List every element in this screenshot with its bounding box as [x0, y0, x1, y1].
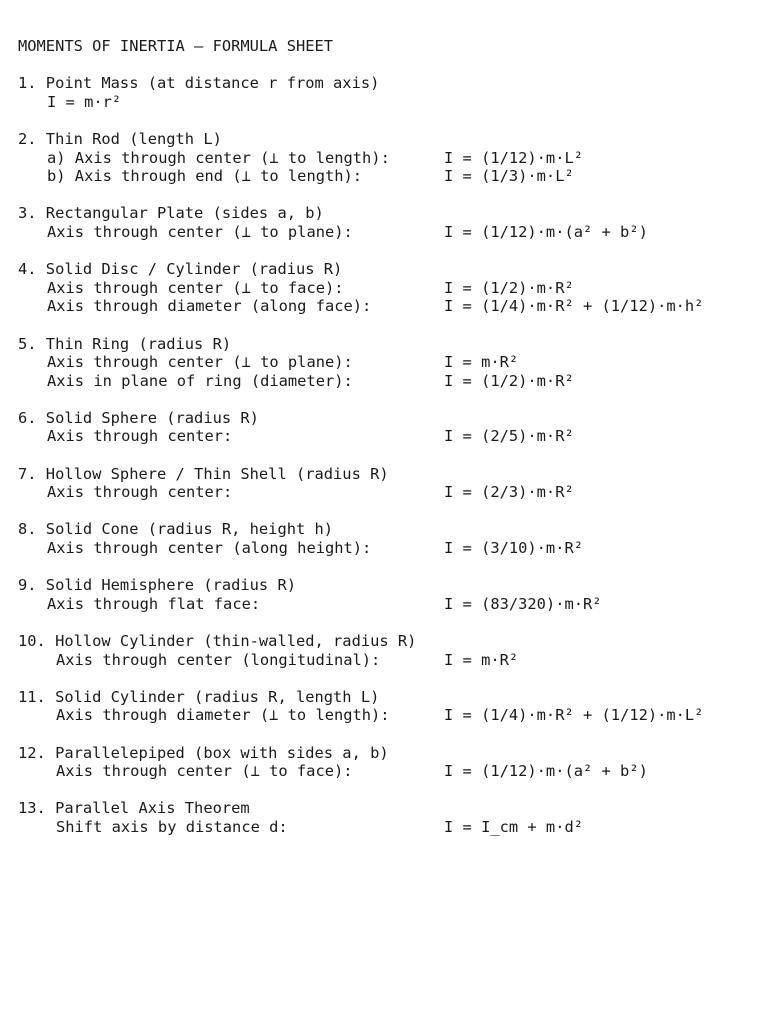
formula-section: [18, 409, 758, 465]
axis-description: Axis through flat face:: [47, 594, 261, 613]
formula-section: [18, 74, 758, 130]
section-heading: 3. Rectangular Plate (sides a, b): [18, 204, 324, 223]
section-heading: 2. Thin Rod (length L): [18, 129, 222, 148]
spacer: [18, 725, 758, 744]
axis-description: I = m·r²: [47, 92, 122, 111]
formula-section: [18, 688, 758, 744]
section-heading: 10. Hollow Cylinder (thin-walled, radius R): [18, 632, 417, 650]
formula-row: [18, 818, 758, 837]
formula-row: [18, 353, 758, 372]
formula-row: [18, 167, 758, 186]
formula-row: [18, 595, 758, 614]
spacer: [18, 613, 758, 632]
formula-sheet: [18, 37, 758, 837]
spacer: [18, 390, 758, 409]
formula-row: [18, 762, 758, 781]
formula-row: [18, 706, 758, 725]
formula-expression: I = (1/4)·m·R² + (1/12)·m·h²: [444, 297, 704, 316]
spacer: [18, 56, 758, 75]
formula-row: [18, 279, 758, 298]
axis-description: Axis through center (⊥ to plane):: [47, 353, 353, 372]
section-heading: 8. Solid Cone (radius R, height h): [18, 520, 334, 539]
formula-section: [18, 799, 758, 836]
formula-section: [18, 335, 758, 409]
axis-description: Axis through center (⊥ to face):: [56, 762, 353, 781]
spacer: [18, 502, 758, 521]
formula-section: [18, 465, 758, 521]
formula-section: [18, 204, 758, 260]
axis-description: Axis through center (⊥ to plane):: [47, 222, 353, 241]
formula-expression: I = I_cm + m·d²: [444, 817, 583, 836]
formula-expression: I = (1/12)·m·L²: [444, 148, 583, 167]
axis-description: Shift axis by distance d:: [56, 817, 288, 836]
spacer: [18, 186, 758, 205]
formula-expression: I = (83/320)·m·R²: [444, 594, 602, 613]
formula-expression: I = (1/12)·m·(a² + b²): [444, 762, 648, 781]
formula-section: [18, 632, 758, 688]
spacer: [18, 669, 758, 688]
spacer: [18, 111, 758, 130]
spacer: [18, 781, 758, 800]
formula-row: [18, 223, 758, 242]
formula-section: [18, 260, 758, 334]
section-heading: 9. Solid Hemisphere (radius R): [18, 576, 296, 595]
formula-row: [18, 651, 758, 670]
section-heading: 1. Point Mass (at distance r from axis): [18, 74, 380, 93]
formula-expression: I = m·R²: [444, 650, 519, 669]
axis-description: a) Axis through center (⊥ to length):: [47, 148, 390, 167]
axis-description: Axis through center (⊥ to face):: [47, 278, 344, 297]
axis-description: Axis through center:: [47, 483, 233, 502]
formula-row: [18, 483, 758, 502]
formula-expression: I = (1/3)·m·L²: [444, 167, 574, 186]
formula-expression: I = (1/2)·m·R²: [444, 371, 574, 390]
section-heading: 6. Solid Sphere (radius R): [18, 408, 259, 427]
axis-description: Axis through diameter (along face):: [47, 297, 372, 316]
section-heading: 7. Hollow Sphere / Thin Shell (radius R): [18, 464, 389, 483]
axis-description: Axis through diameter (⊥ to length):: [56, 706, 390, 725]
spacer: [18, 446, 758, 465]
axis-description: Axis through center (along height):: [47, 539, 372, 558]
section-heading: 12. Parallelepiped (box with sides a, b): [18, 743, 389, 762]
sections-list: [18, 74, 758, 836]
formula-section: [18, 744, 758, 800]
formula-row: [18, 539, 758, 558]
axis-description: Axis through center:: [47, 427, 233, 446]
formula-row: [18, 427, 758, 446]
spacer: [18, 316, 758, 335]
formula-section: [18, 520, 758, 576]
formula-expression: I = (1/12)·m·(a² + b²): [444, 222, 648, 241]
axis-description: Axis through center (longitudinal):: [56, 650, 381, 669]
section-heading: 5. Thin Ring (radius R): [18, 334, 232, 353]
section-heading: 4. Solid Disc / Cylinder (radius R): [18, 260, 343, 279]
formula-expression: I = (2/3)·m·R²: [444, 483, 574, 502]
formula-expression: I = (1/4)·m·R² + (1/12)·m·L²: [444, 706, 704, 725]
formula-row: [18, 93, 758, 112]
formula-expression: I = (2/5)·m·R²: [444, 427, 574, 446]
section-heading: 13. Parallel Axis Theorem: [18, 799, 250, 818]
axis-description: b) Axis through end (⊥ to length):: [47, 167, 363, 186]
section-heading: 11. Solid Cylinder (radius R, length L): [18, 687, 380, 706]
formula-row: [18, 372, 758, 391]
formula-expression: I = (1/2)·m·R²: [444, 278, 574, 297]
formula-row: [18, 297, 758, 316]
formula-row: [18, 149, 758, 168]
spacer: [18, 242, 758, 261]
page-title: MOMENTS OF INERTIA — FORMULA SHEET: [18, 37, 334, 55]
formula-expression: I = m·R²: [444, 353, 519, 372]
formula-expression: I = (3/10)·m·R²: [444, 539, 583, 558]
formula-section: [18, 576, 758, 632]
formula-section: [18, 130, 758, 204]
spacer: [18, 558, 758, 577]
axis-description: Axis in plane of ring (diameter):: [47, 371, 353, 390]
